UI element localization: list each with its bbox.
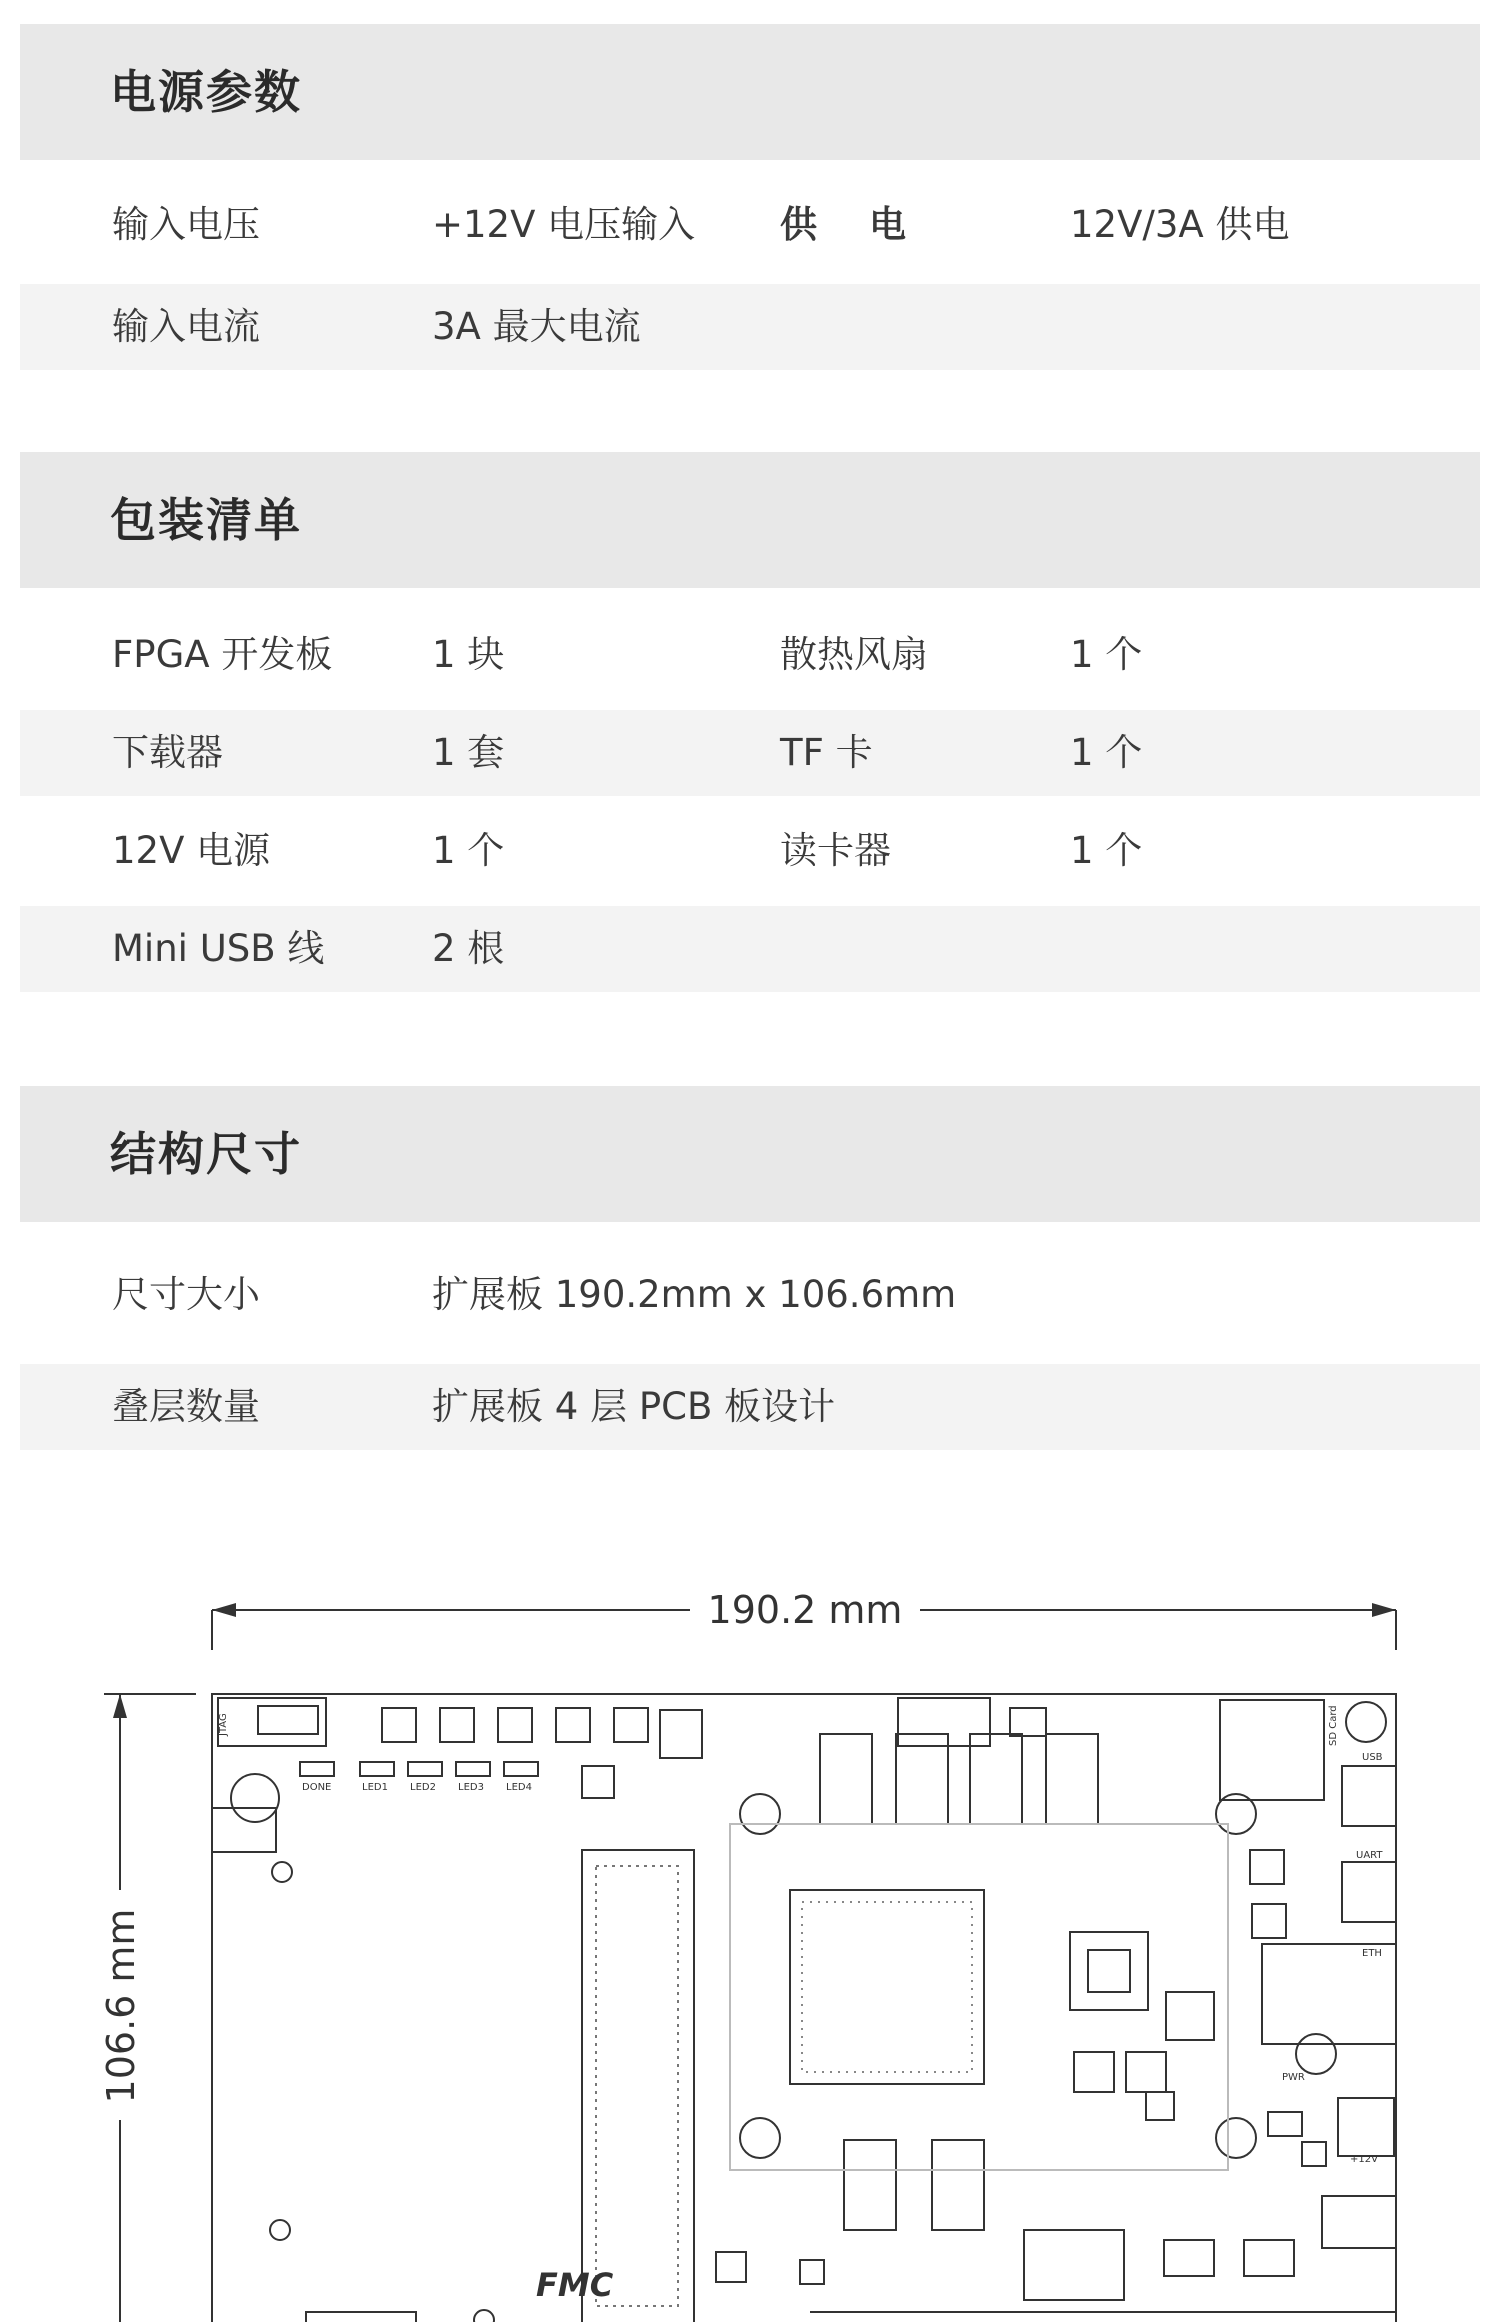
fmc-label: FMC	[536, 2266, 614, 2304]
done-label: DONE	[302, 1782, 332, 1793]
row-label-2: 读卡器	[780, 829, 891, 872]
table-row	[20, 906, 1480, 992]
led3-label: LED3	[458, 1782, 484, 1793]
row-value: 1 个	[432, 829, 505, 872]
row-value-2: 1 个	[1070, 731, 1143, 774]
package-section-title: 包装清单	[110, 493, 302, 547]
row-value: 2 根	[432, 927, 505, 970]
table-row	[20, 808, 1480, 894]
structure-section-header	[20, 1086, 1480, 1222]
package-section-header	[20, 452, 1480, 588]
row-value: 扩展板 4 层 PCB 板设计	[432, 1385, 836, 1428]
board-dimension-diagram	[0, 1560, 1500, 2322]
row-label: Mini USB 线	[112, 927, 325, 970]
row-value-2: 1 个	[1070, 829, 1143, 872]
row-label: 输入电压	[112, 203, 260, 246]
uart-label: UART	[1356, 1850, 1383, 1861]
row-label: 12V 电源	[112, 829, 271, 872]
width-label: 190.2 mm	[707, 1588, 903, 1632]
row-value: +12V 电压输入	[432, 203, 696, 246]
row-label-2: 供电	[780, 203, 958, 246]
table-row	[20, 284, 1480, 370]
row-label-2: TF 卡	[780, 731, 873, 774]
row-value-2: 12V/3A 供电	[1070, 203, 1290, 246]
table-row	[20, 612, 1480, 698]
table-row	[20, 1364, 1480, 1450]
led2-label: LED2	[410, 1782, 436, 1793]
led1-label: LED1	[362, 1782, 388, 1793]
power-section-title: 电源参数	[110, 65, 302, 119]
led4-label: LED4	[506, 1782, 532, 1793]
row-label-2: 散热风扇	[780, 633, 928, 676]
row-value: 3A 最大电流	[432, 305, 641, 348]
row-label: 尺寸大小	[112, 1273, 260, 1316]
usb-label: USB	[1362, 1752, 1383, 1763]
v12-label: +12V	[1350, 2154, 1378, 2165]
row-value: 1 块	[432, 633, 505, 676]
table-row	[20, 182, 1480, 268]
power-section-header	[20, 24, 1480, 160]
row-label: FPGA 开发板	[112, 633, 333, 676]
height-label: 106.6 mm	[99, 1908, 143, 2104]
table-row	[20, 710, 1480, 796]
table-row	[20, 1252, 1480, 1338]
row-label: 叠层数量	[112, 1385, 260, 1428]
row-label: 下载器	[112, 731, 223, 774]
pwr-label: PWR	[1282, 2072, 1305, 2083]
width-dimension	[212, 1588, 1396, 1650]
pcb-board	[212, 1694, 1396, 2322]
row-label: 输入电流	[112, 305, 260, 348]
row-value: 1 套	[432, 731, 505, 774]
row-value: 扩展板 190.2mm x 106.6mm	[432, 1273, 957, 1316]
height-dimension	[99, 1694, 196, 2322]
eth-label: ETH	[1362, 1948, 1382, 1959]
jtag-label: JTAG	[218, 1713, 229, 1736]
structure-section-title: 结构尺寸	[110, 1127, 302, 1181]
sd-card-label: SD Card	[1328, 1705, 1339, 1746]
row-value-2: 1 个	[1070, 633, 1143, 676]
